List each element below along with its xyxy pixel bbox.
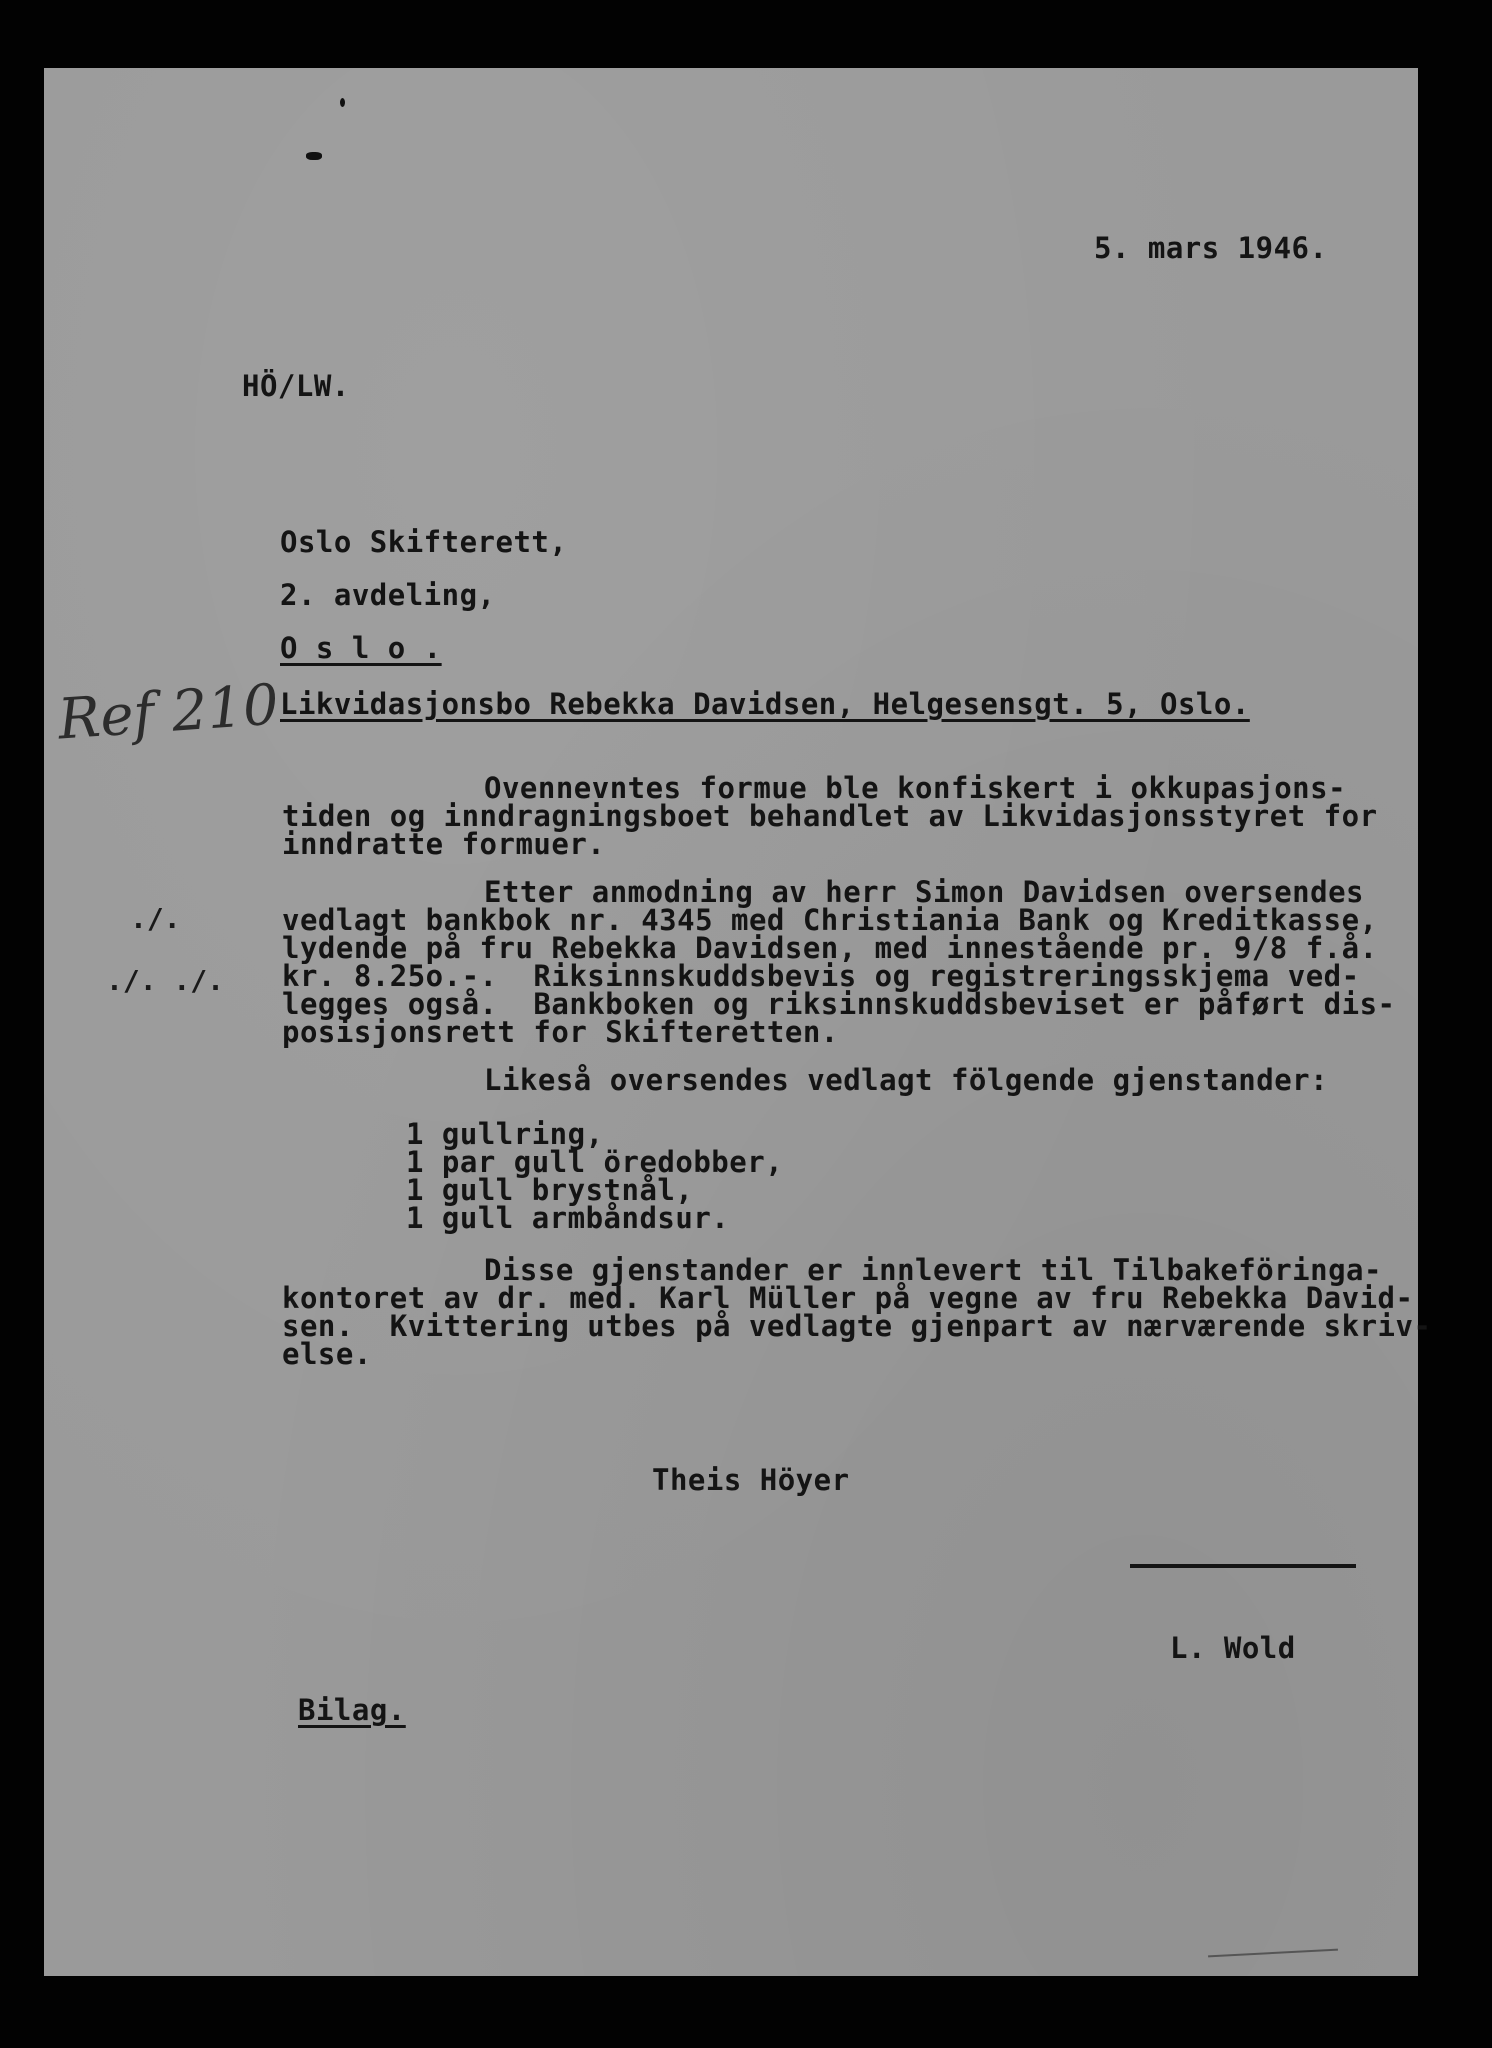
item-list-entry: 1 gull brystnål, <box>406 1173 694 1207</box>
paragraph-2-line-3: lydende på fru Rebekka Davidsen, med innestående pr. 9/8 f.å. <box>282 931 1378 965</box>
paragraph-1-line-2: tiden og inndragningsboet behandlet av Likvidasjonsstyret for <box>282 799 1378 833</box>
paragraph-2-line-2: vedlagt bankbok nr. 4345 med Christiania Bank og Kreditkasse, <box>282 903 1378 937</box>
paragraph-2-line-6: posisjonsrett for Skifteretten. <box>282 1015 839 1049</box>
letter-sheet <box>44 68 1432 1976</box>
paragraph-2-line-1: Etter anmodning av herr Simon Davidsen oversendes <box>484 875 1365 909</box>
subject-line: Likvidasjonsbo Rebekka Davidsen, Helgesensgt. 5, Oslo. <box>280 687 1250 721</box>
recipient-line-1: Oslo Skifterett, <box>280 525 568 559</box>
reference-code: HÖ/LW. <box>242 369 350 403</box>
margin-mark-2: ./. ./. <box>106 964 225 997</box>
signature-line <box>1130 1564 1356 1568</box>
initials-name: L. Wold <box>1170 1631 1296 1665</box>
ink-speck <box>306 152 322 160</box>
paragraph-2-line-4: kr. 8.25o.-. Riksinnskuddsbevis og registreringsskjema ved- <box>282 959 1360 993</box>
paragraph-4-line-2: kontoret av dr. med. Karl Müller på vegne av fru Rebekka David- <box>282 1281 1414 1315</box>
item-list-entry: 1 gullring, <box>406 1117 604 1151</box>
margin-mark-1: ./. <box>130 902 181 935</box>
letter-date: 5. mars 1946. <box>1094 231 1328 265</box>
handwritten-reference: Ref 210 <box>56 672 281 753</box>
paragraph-4-line-4: else. <box>282 1337 372 1371</box>
enclosure-label: Bilag. <box>298 1693 406 1727</box>
paragraph-3-intro: Likeså oversendes vedlagt fölgende gjenstander: <box>484 1063 1329 1097</box>
paragraph-1-line-3: inndratte formuer. <box>282 827 606 861</box>
signature-name: Theis Höyer <box>652 1463 850 1497</box>
recipient-line-2: 2. avdeling, <box>280 578 496 612</box>
paragraph-2-line-5: legges også. Bankboken og riksinnskuddsbeviset er påført dis- <box>282 987 1396 1021</box>
paragraph-4-line-3: sen. Kvittering utbes på vedlagte gjenpart av nærværende skriv- <box>282 1309 1432 1343</box>
paragraph-1-line-1: Ovennevntes formue ble konfiskert i okkupasjons- <box>484 771 1347 805</box>
recipient-line-3: O s l o . <box>280 631 442 665</box>
item-list-entry: 1 gull armbåndsur. <box>406 1201 730 1235</box>
ink-speck <box>340 98 345 107</box>
item-list-entry: 1 par gull öredobber, <box>406 1145 784 1179</box>
pencil-stroke <box>1208 1949 1338 1958</box>
paragraph-4-line-1: Disse gjenstander er innlevert til Tilbakeföringa- <box>484 1253 1382 1287</box>
